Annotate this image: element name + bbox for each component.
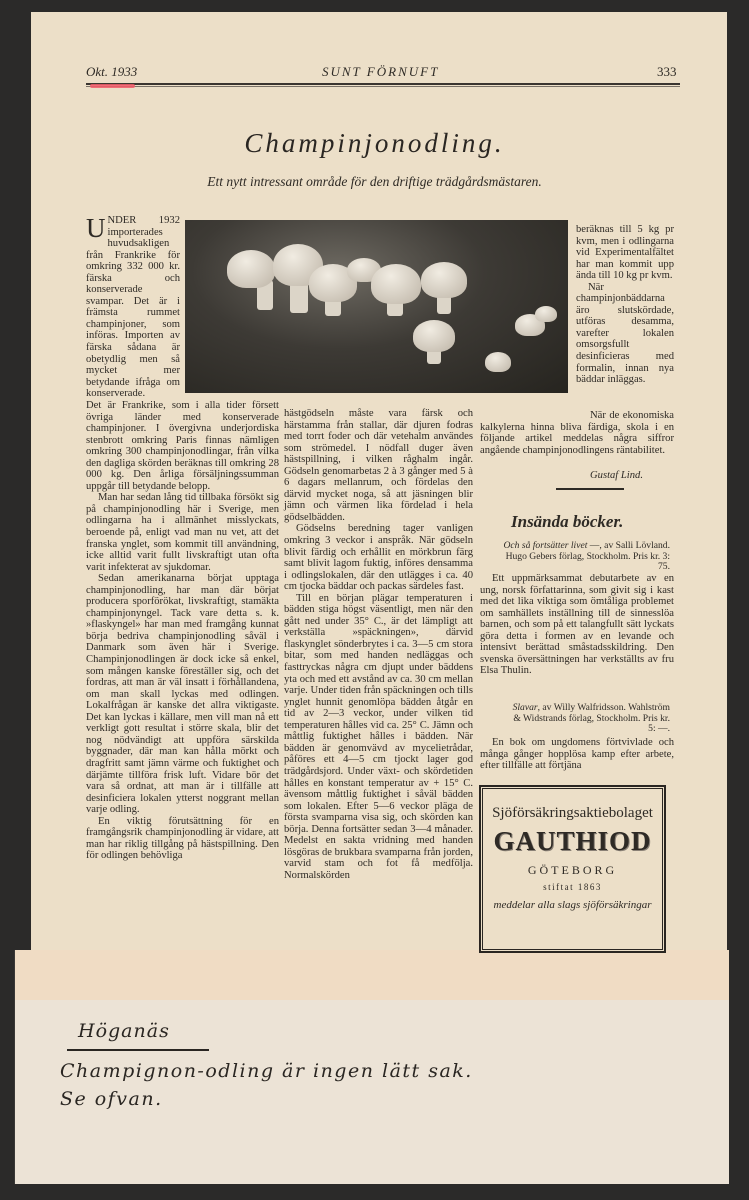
mushroom-photo (185, 220, 568, 393)
paragraph: beräknas till 5 kg pr kvm, men i odlingarna vid Experimentalfältet har man kommit upp ända till 10 kg pr kvm. (576, 224, 674, 282)
handwritten-line: Se ofvan. (60, 1088, 163, 1110)
paragraph: NDER 1932 importerades huvudsakligen från Frankrike för omkring 332 000 kr. färska och konserverade svampar. Det är i främsta rummet champinjoner, som införas. Importen av färska sådana är obetydlig men så mycket mer betydande ifråga om konserverade. (86, 215, 180, 400)
article-title: Champinjonodling. (244, 128, 505, 158)
publication-name: SUNT FÖRNUFT (322, 64, 440, 79)
books-heading: Insända böcker. (511, 512, 624, 531)
drop-cap: U (86, 213, 106, 243)
col2 (284, 408, 473, 881)
paragraph: Ett uppmärksammat debutarbete av en ung, norsk författarinna, som givit sig i kast med det lika viktiga som ömtåliga problemet om samhällets inställning till de sinnesslöa barnen, och som på ett talangfullt sätt lyckats göra detta i formen av en levande och intensivt berättad småstadsskildring. Den svenska översättningen har verkställts av fru Elsa Thulin. (480, 573, 674, 677)
book-details: , av Willy Walfridsson. Wahlström & Widstrands förlag, Stockholm. Pris kr. 5: —. (513, 702, 670, 735)
article-subtitle: Ett nytt intressant område för den driftige trädgårdsmästaren. (207, 174, 542, 189)
handwritten-place: Höganäs (78, 1020, 170, 1042)
book-review (480, 737, 674, 772)
paragraph: När champinjonbäddarna äro slutskördade, utföras desamma, varefter lokalen omsorgsfullt desinficieras med formalin, innan nya bäddar inläggas. (576, 281, 674, 386)
book-review (480, 573, 674, 677)
ad-company-name: GAUTHIOD (493, 826, 652, 856)
handwritten-underline (67, 1049, 209, 1051)
ad-tagline: meddelar alla slags sjöförsäkringar (493, 899, 652, 911)
section-separator (556, 488, 624, 490)
paragraph: En viktig förutsättning för en framgångsrik champinjonodling är vidare, att man har riklig tillgång på hästspillning. Den för odlingen behövliga (86, 815, 279, 862)
col3-wide (480, 410, 674, 456)
paragraph: hästgödseln måste vara färsk och härstamma från stallar, där djuren fodras med torrt foder och där vetehalm användes som strömedel. I nödfall duger även hästspillning, i vilken råghalm ingår. Gödseln genomarbetas 2 à 3 gånger med 5 à 6 dagars mellanrum, och fördelas den därvid mycket noga, så att jäsningen blir jämn och värmen lika fördelad i hela gödselbädden. (284, 408, 473, 523)
handwritten-line: Champignon-odling är ingen lätt sak. (60, 1060, 473, 1082)
col1-wide (86, 400, 279, 862)
book-title: Och så fortsätter livet (503, 540, 588, 551)
header-rule (86, 83, 680, 87)
ad-company-type: Sjöförsäkringsaktiebolaget (492, 805, 653, 821)
paragraph: Det är Frankrike, som i alla tider försett övriga länder med konserverade champinjoner. I övergivna underjordiska stenbrott omkring Paris finnas nämligen omkring 300 champinjonodlingar, från vilka den dagliga skörden beräknas till omkring 28 000 kg. Den årliga försäljningssumman uppgår till betydande belopp. (86, 400, 279, 492)
red-pencil-mark (90, 84, 135, 88)
paragraph: När de ekonomiska kalkylerna hinna bliva färdiga, skola i en följande artikel meddelas några siffror angående champinjonodlingens räntabilitet. (480, 410, 674, 456)
paragraph: Sedan amerikanarna börjat upptaga champinjonodling, har man där börjat producera sporförökat, livskraftigt, stamäkta champinjonyngel. Tack vare detta s. k. »flaskyngel» har man med framgång kunnat börja bedriva champinjonodling såväl i Danmark som även här i Sverige. Champinjonodlingen är dock icke så enkel, som mången kanske föreställer sig, och det fordras, att man är väl insatt i förhållandena, om man skall lyckas med odlingen. Lokalfrågan är kanske det allra viktigaste. Det kan lyckas i källare, men vill man nå ett verkligt gott resultat i större skala, blir det nog nödvändigt att uppföra särskilda byggnader, där man kan hålla mörkt och dragfritt samt jämn värme och fuktighet och därjämte tillföra frisk luft. Vidare bör det vara så ordnat, att man är i tillfälle att desinficiera lokalen ytterst noggrant mellan varje odling. (86, 573, 279, 816)
book-details: —, av Salli Lövland. Hugo Gebers förlag, Stockholm. Pris kr. 3: 75. (505, 540, 670, 573)
book-reference (505, 703, 670, 735)
paragraph: Man har sedan lång tid tillbaka försökt sig på champinjonodling här i Sverige, men odlingarna ha i allmänhet misslyckats, beroende på, enligt vad man nu vet, att det franska ynglet, som kommit till användning, icke alltid varit fullt livskraftigt utan ofta varit infekterat av sjukdomar. (86, 492, 279, 573)
book-reference (500, 541, 670, 573)
page-number: 333 (657, 64, 677, 79)
paragraph: En bok om ungdomens förtvivlade och många gånger hopplösa kamp efter arbete, efter tillfälle att förtjäna (480, 737, 674, 772)
paragraph: Till en början plägar temperaturen i bädden stiga högst väsentligt, men när den gått ned under 35° C., är det lämpligt att verkställa »späckningen», därvid flaskynglet sönderbrytes i ca. 3—5 cm stora bitar, som med handen nedläggas och fasttryckas några cm djupt under bäddens yta och med ett avstånd av ca. 30 cm mellan varje. Under tiden från späckningen och tills ynglet hunnit genomlöpa bädden åtgår en tid av 2—3 veckor, under vilken tid temperaturen hålles vid ca. 25° C. Jämn och måttlig fuktighet hålles i bädden. När bädden är genomvävd av mycelietrådar, påföres ett 4—5 cm tjockt lager god trädgårdsjord. Under växt- och skördetiden hålles en konstant temperatur av + 15° C. ävensom måttlig fuktighet i såväl bädden som lokalen. Efter 5—6 veckor pläga de första svamparna visa sig, och skörden kan börja. Denna fortsätter sedan 3—4 månader. Medelst en sakta vridning med handen lösgöras de brukbara svamparna från jorden, varvid stam och fot få medfölja. Normalskörden (284, 592, 473, 881)
gauthiod-advertisement (479, 785, 666, 953)
book-title: Slavar (512, 702, 538, 713)
paragraph: Gödselns beredning tager vanligen omkring 3 veckor i anspråk. När gödseln blivit färdig och erhållit en mörkbrun färg samt blivit lagom fuktig, införes densamma i odlingslokalen, där den utlägges i ca. 40 cm tjocka bäddar och packas särdeles fast. (284, 523, 473, 593)
ad-city: GÖTEBORG (527, 863, 618, 877)
clipping-lower-edge (15, 950, 729, 1002)
col3-narrow (576, 224, 674, 386)
col1-narrow (86, 215, 180, 400)
author-signature: Gustaf Lind. (590, 470, 643, 481)
ad-founded: stiftat 1863 (543, 882, 602, 892)
issue-date: Okt. 1933 (86, 64, 138, 79)
